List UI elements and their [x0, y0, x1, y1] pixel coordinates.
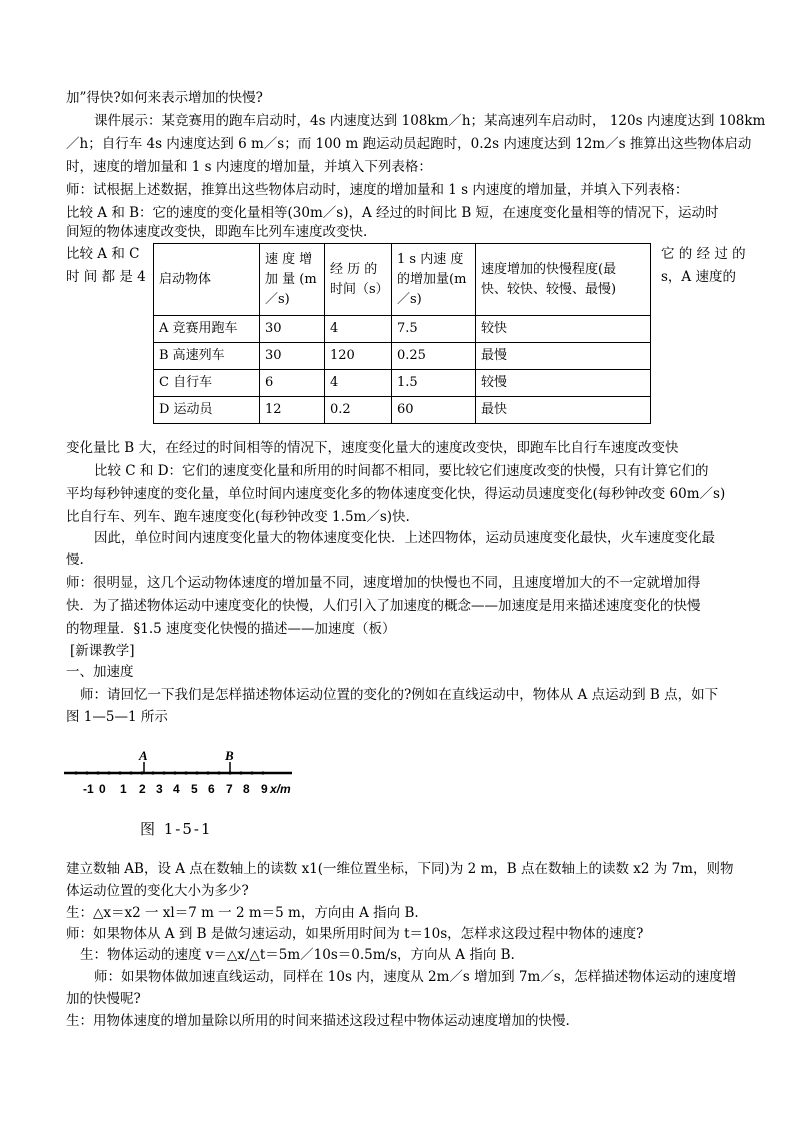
tick-label: 6 [208, 782, 215, 796]
text-line: 师：如果物体做加速直线运动，同样在 10s 内，速度从 2m／s 增加到 7m／s，怎样描述物体运动的速度增 [94, 969, 737, 985]
speed-table [153, 243, 651, 424]
tick-label: 1 [120, 782, 127, 796]
text-line: 快．为了描述物体运动中速度变化的快慢，人们引入了加速度的概念——加速度是用来描述速度变化的快慢 [66, 598, 701, 614]
table-cell: 7.5 [392, 316, 476, 343]
label-b: B [225, 748, 234, 763]
section-heading: 一、加速度 [66, 664, 134, 680]
tick-label: 5 [191, 782, 198, 796]
text-line: 时，速度的增加量和 1 s 内速度的增加量，并填入下列表格： [66, 159, 432, 175]
text-line: 师：试根据上述数据，推算出这些物体启动时，速度的增加量和 1 s 内速度的增加量，并填入下列表格： [66, 182, 689, 198]
header-cell: 1 s 内速 度 的增加量(m ／s) [392, 244, 476, 316]
text-line: 生：物体运动的速度 v＝△x/△t＝5m／10s＝0.5m/s，方向从 A 指向 B. [80, 947, 515, 963]
label-a: A [139, 748, 148, 763]
table-cell: 30 [260, 343, 325, 370]
table-cell: 6 [260, 370, 325, 397]
table-cell: 0.25 [392, 343, 476, 370]
text-line: 比较 A 和 B：它的速度的变化量相等(30m／s)，A 经过的时间比 B 短，在速度变化量相等的情况下，运动时 [66, 205, 719, 221]
side-text-left: 时 间 都 是 4 [66, 269, 146, 285]
text-line: 比较 C 和 D：它们的速度变化量和所用的时间都不相同，要比较它们速度改变的快慢，只有计算它们的 [94, 463, 709, 479]
side-text-right: 它 的 经 过 的 [661, 246, 746, 262]
tick-label: 2 [139, 782, 146, 796]
table-cell: 较快 [476, 316, 651, 343]
text-line: 变化量比 B 大，在经过的时间相等的情况下，速度变化量大的速度改变快，即跑车比自行车速度改变快 [66, 440, 679, 456]
side-text-left: 比较 A 和 C [66, 246, 140, 262]
text-line: 师：如果物体从 A 到 B 是做匀速运动，如果所用时间为 t＝10s，怎样求这段过程中物体的速度? [66, 926, 644, 942]
header-cell: 启动物体 [154, 244, 260, 316]
section-tag: [新课教学] [70, 643, 135, 659]
header-cell: 经 历 的 时间（s） [325, 244, 392, 316]
table-row [154, 397, 651, 424]
text-line: 课件展示：某竞赛用的跑车启动时，4s 内速度达到 108km／h；某高速列车启动时， 120s 内速度达到 108km [94, 113, 766, 129]
table-cell: 60 [392, 397, 476, 424]
tick-label: 4 [173, 782, 180, 796]
tick-label: -1 [83, 782, 94, 796]
tick-label: 0 [99, 782, 106, 796]
text-line: 因此，单位时间内速度变化量大的物体速度变化快．上述四物体，运动员速度变化最快，火车速度变化最 [94, 530, 715, 546]
table-cell: 较慢 [476, 370, 651, 397]
tick-label: 9 [261, 782, 268, 796]
text-line: ／h；自行车 4s 内速度达到 6 m／s；而 100 m 跑运动员起跑时，0.2s 内速度达到 12m／s 推算出这些物体启动 [66, 136, 752, 152]
table-cell: 12 [260, 397, 325, 424]
table-cell: 4 [325, 316, 392, 343]
table-cell: 最快 [476, 397, 651, 424]
table-row [154, 370, 651, 397]
table-cell: 1.5 [392, 370, 476, 397]
text-line: 生：△x＝x2 一 xl＝7 m 一 2 m＝5 m，方向由 A 指向 B. [66, 905, 419, 921]
number-line-figure [62, 748, 322, 808]
table-cell: D 运动员 [154, 397, 260, 424]
header-cell: 速度增加的快慢程度(最 快、较快、较慢、最慢) [476, 244, 651, 316]
tick-label: 7 [226, 782, 233, 796]
table-cell: 120 [325, 343, 392, 370]
table-cell: 0.2 [325, 397, 392, 424]
tick-labels [83, 782, 291, 796]
table-cell: 最慢 [476, 343, 651, 370]
text-line: 加的快慢呢? [66, 991, 141, 1007]
text-line: 师：很明显，这几个运动物体速度的增加量不同，速度增加的快慢也不同，且速度增加大的不一定就增加得 [66, 575, 701, 591]
table-cell: A 竞赛用跑车 [154, 316, 260, 343]
table-cell: 30 [260, 316, 325, 343]
table-cell: B 高速列车 [154, 343, 260, 370]
text-line: 的物理量．§1.5 速度变化快慢的描述——加速度（板） [66, 621, 396, 637]
table-row [154, 343, 651, 370]
side-text-right: s，A 速度的 [661, 269, 736, 285]
text-line: 师：请回忆一下我们是怎样描述物体运动位置的变化的?例如在直线运动中，物体从 A 点运动到 B 点，如下 [80, 687, 719, 703]
text-line: 体运动位置的变化大小为多少? [66, 883, 249, 899]
text-line: 间短的物体速度改变快，即跑车比列车速度改变快. [66, 224, 368, 240]
table-row [154, 316, 651, 343]
text-line: 比自行车、列车、跑车速度变化(每秒钟改变 1.5m／s)快. [66, 509, 410, 525]
table-cell: C 自行车 [154, 370, 260, 397]
tick-label: 8 [243, 782, 250, 796]
text-line: 建立数轴 AB，设 A 点在数轴上的读数 x1(一维位置坐标，下同)为 2 m，B 点在数轴上的读数 x2 为 7m，则物 [66, 861, 734, 877]
table-header-row [154, 244, 651, 316]
table-cell: 4 [325, 370, 392, 397]
figure-caption: 图 1-5-1 [140, 820, 213, 838]
text-line: 平均每秒钟速度的变化量，单位时间内速度变化多的物体速度变化快，得运动员速度变化(每秒钟改变 60m／s) [66, 486, 726, 502]
text-line: 生：用物体速度的增加量除以所用的时间来描述这段过程中物体运动速度增加的快慢. [66, 1013, 570, 1029]
header-cell: 速 度 增 加 量 (m ／s) [260, 244, 325, 316]
text-line: 加”得快?如何来表示增加的快慢? [66, 90, 263, 106]
axis-label: x/m [270, 782, 291, 796]
tick-label: 3 [156, 782, 163, 796]
text-line: 慢. [66, 552, 84, 568]
text-line: 图 1—5—1 所示 [66, 709, 168, 725]
